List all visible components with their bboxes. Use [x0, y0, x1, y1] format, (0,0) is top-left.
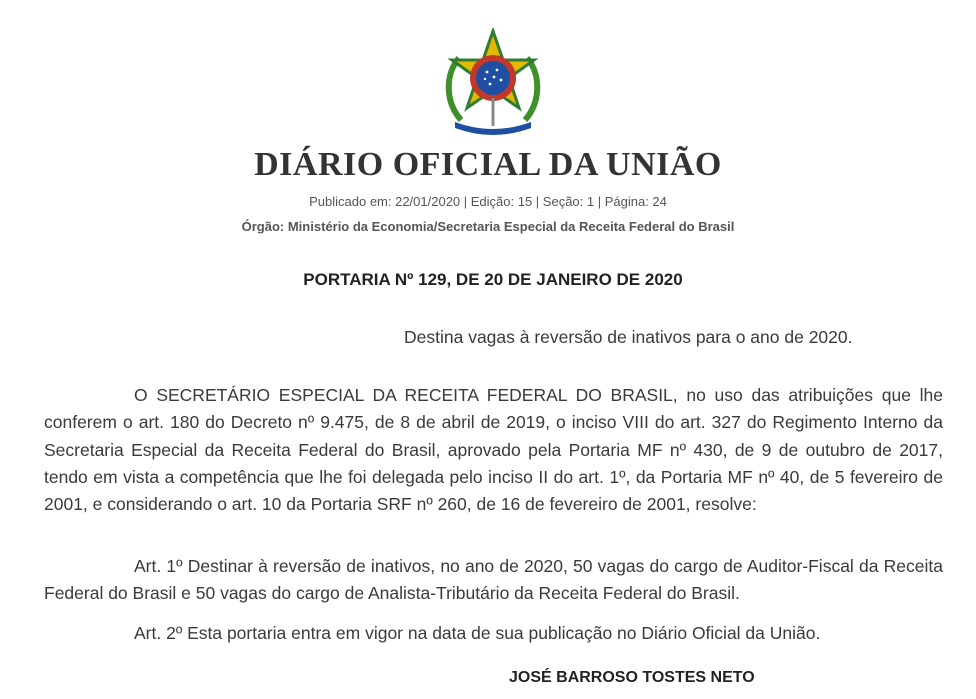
journal-title: DIÁRIO OFICIAL DA UNIÃO	[254, 146, 722, 183]
publication-meta: Publicado em: 22/01/2020 | Edição: 15 | Seção: 1 | Página: 24	[309, 194, 667, 209]
issuing-agency: Órgão: Ministério da Economia/Secretaria Especial da Receita Federal do Brasil	[241, 219, 735, 234]
signature-name: JOSÉ BARROSO TOSTES NETO	[509, 669, 755, 686]
article-1: Art. 1º Destinar à reversão de inativos, no ano de 2020, 50 vagas do cargo de Auditor-Fiscal da Receita Federal do Brasil e 50 vagas do cargo de Analista-Tributário da Receita Federal do Brasil.	[44, 556, 943, 604]
preamble-paragraph: O SECRETÁRIO ESPECIAL DA RECEITA FEDERAL DO BRASIL, no uso das atribuições que lhe conferem o art. 180 do Decreto nº 9.475, de 8 de abril de 2019, o inciso VIII do art. 327 do Regimento Interno da Secretaria Especial da Receita Federal do Brasil, aprovado pela Portaria MF nº 430, de 9 de outubro de 2017, tendo em vista a competência que lhe foi delegada pelo inciso II do art. 1º, da Portaria MF nº 40, de 5 fevereiro de 2001, e considerando o art. 10 da Portaria SRF nº 260, de 16 de fevereiro de 2001, resolve:	[44, 385, 943, 515]
act-summary: Destina vagas à reversão de inativos para o ano de 2020.	[404, 327, 853, 347]
article-2: Art. 2º Esta portaria entra em vigor na data de sua publicação no Diário Oficial da União.	[134, 623, 821, 643]
brazil-coat-of-arms-icon	[441, 28, 545, 138]
act-title: PORTARIA Nº 129, DE 20 DE JANEIRO DE 2020	[303, 270, 683, 289]
